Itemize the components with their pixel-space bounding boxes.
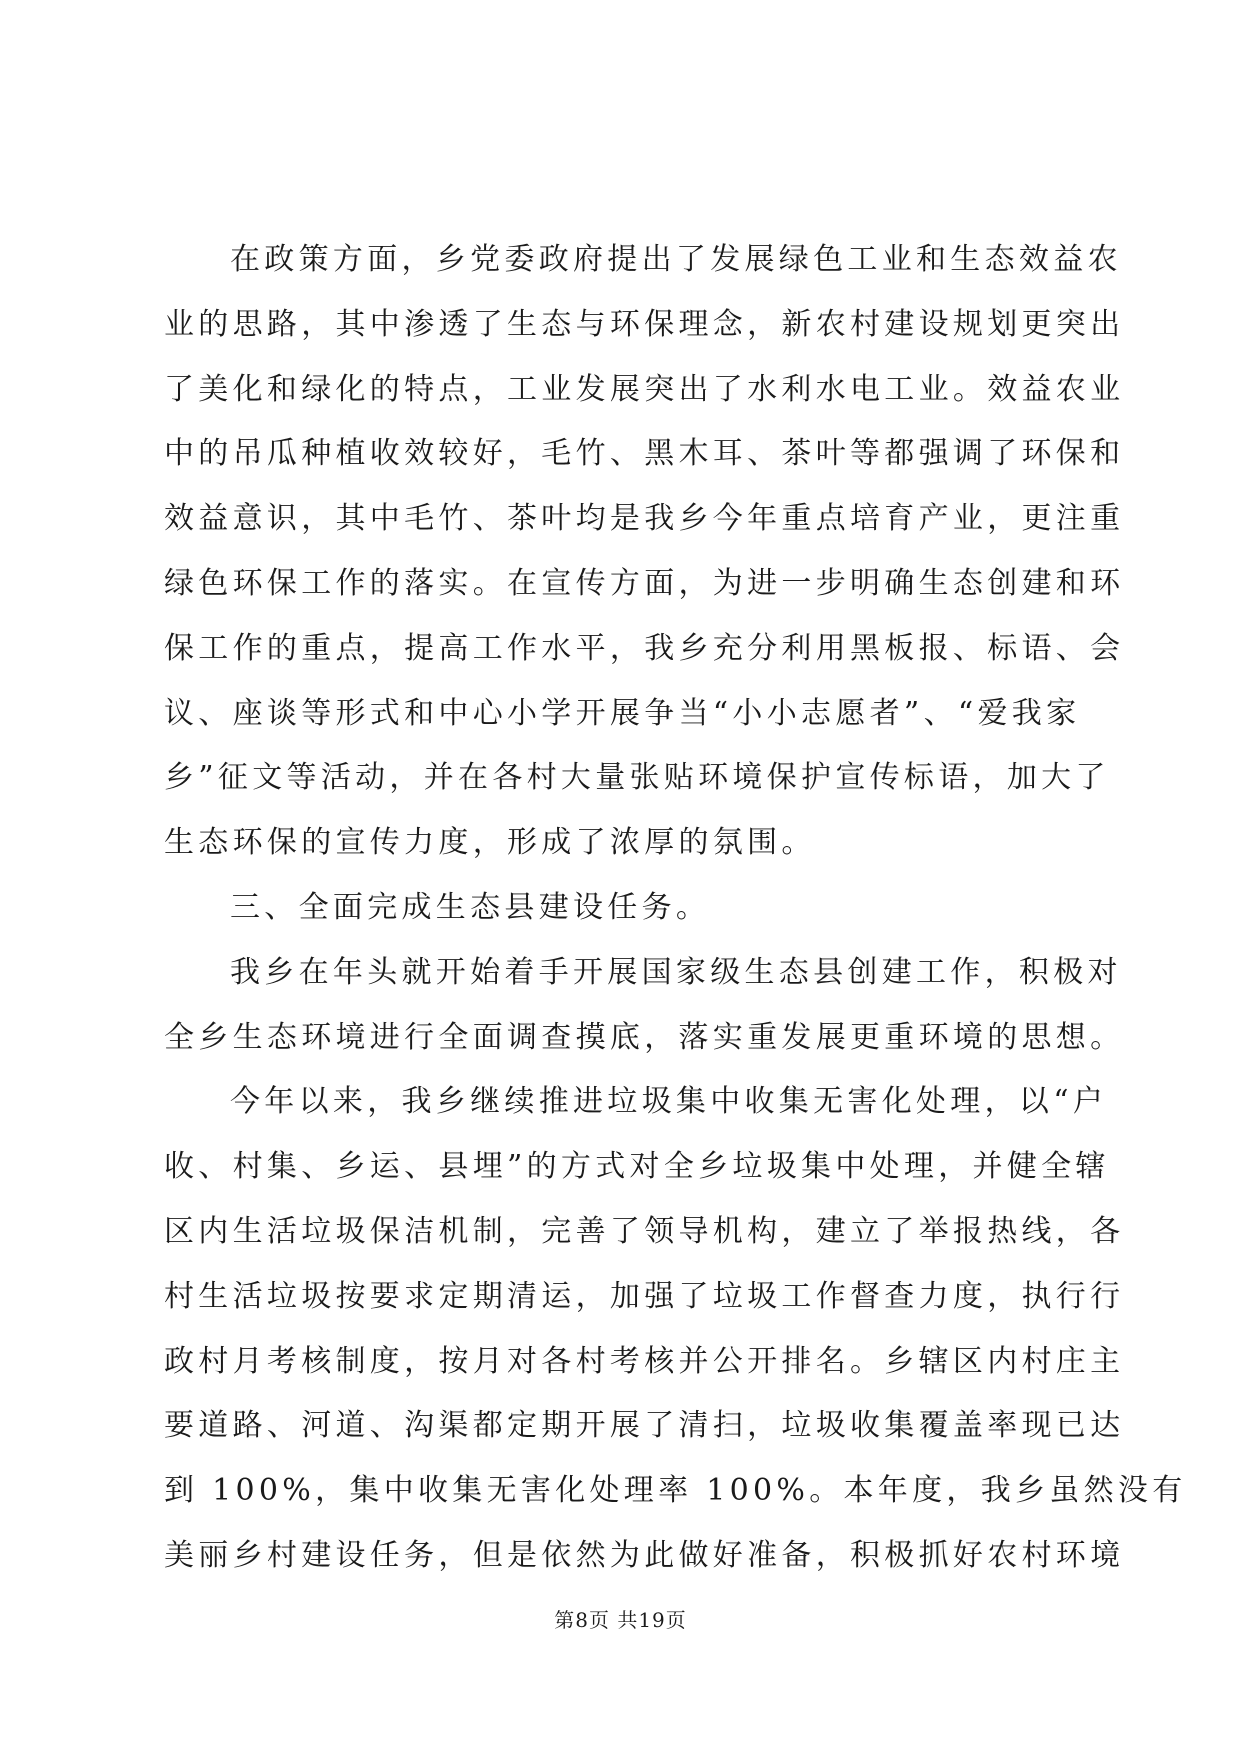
footer-page-suffix: 页: [588, 1608, 610, 1632]
text-line: 今年以来，我乡继续推进垃圾集中收集无害化处理，以“户: [230, 1084, 1108, 1120]
text-line: 业的思路，其中渗透了生态与环保理念，新农村建设规划更突出: [164, 306, 1125, 342]
footer-total-pages: 19: [638, 1608, 666, 1632]
text-line: 中的吊瓜种植收效较好，毛竹、黑木耳、茶叶等都强调了环保和: [164, 436, 1125, 472]
text-line: 三、全面完成生态县建设任务。: [230, 889, 711, 925]
text-line: 了美化和绿化的特点，工业发展突出了水利水电工业。效益农业: [164, 371, 1125, 407]
text-line: 效益意识，其中毛竹、茶叶均是我乡今年重点培育产业，更注重: [164, 501, 1125, 537]
text-line: 乡”征文等活动，并在各村大量张贴环境保护宣传标语，加大了: [164, 760, 1110, 796]
document-body: [164, 228, 1187, 1589]
text-line: 村生活垃圾按要求定期清运，加强了垃圾工作督查力度，执行行: [164, 1278, 1125, 1314]
text-line: 我乡在年头就开始着手开展国家级生态县创建工作，积极对: [230, 954, 1122, 990]
text-line: 美丽乡村建设任务，但是依然为此做好准备，积极抓好农村环境: [164, 1537, 1125, 1573]
footer-page-number: 8: [575, 1608, 589, 1632]
footer-total-suffix: 页: [665, 1608, 687, 1632]
text-line: 生态环保的宣传力度，形成了浓厚的氛围。: [164, 825, 816, 861]
text-line: 要道路、河道、沟渠都定期开展了清扫，垃圾收集覆盖率现已达: [164, 1408, 1125, 1444]
text-line: 区内生活垃圾保洁机制，完善了领导机构，建立了举报热线，各: [164, 1213, 1125, 1249]
paragraph: [164, 941, 1125, 1071]
paragraph: [164, 228, 1125, 876]
page-footer: [0, 1604, 1241, 1633]
text-line: 保工作的重点，提高工作水平，我乡充分利用黑板报、标语、会: [164, 630, 1125, 666]
text-line: 到 100%，集中收集无害化处理率 100%。本年度，我乡虽然没有: [164, 1473, 1187, 1509]
text-line: 全乡生态环境进行全面调查摸底，落实重发展更重环境的思想。: [164, 1019, 1125, 1055]
paragraph: [164, 876, 1074, 941]
text-line: 收、村集、乡运、县埋”的方式对全乡垃圾集中处理，并健全辖: [164, 1149, 1110, 1185]
text-line: 政村月考核制度，按月对各村考核并公开排名。乡辖区内村庄主: [164, 1343, 1125, 1379]
text-line: 在政策方面，乡党委政府提出了发展绿色工业和生态效益农: [230, 242, 1122, 277]
footer-page-prefix: 第: [554, 1608, 576, 1632]
text-line: 议、座谈等形式和中心小学开展争当“小小志愿者”、“爱我家: [164, 695, 1081, 731]
paragraph: [164, 1070, 1187, 1588]
footer-total-prefix: 共: [617, 1608, 639, 1632]
text-line: 绿色环保工作的落实。在宣传方面，为进一步明确生态创建和环: [164, 565, 1125, 601]
